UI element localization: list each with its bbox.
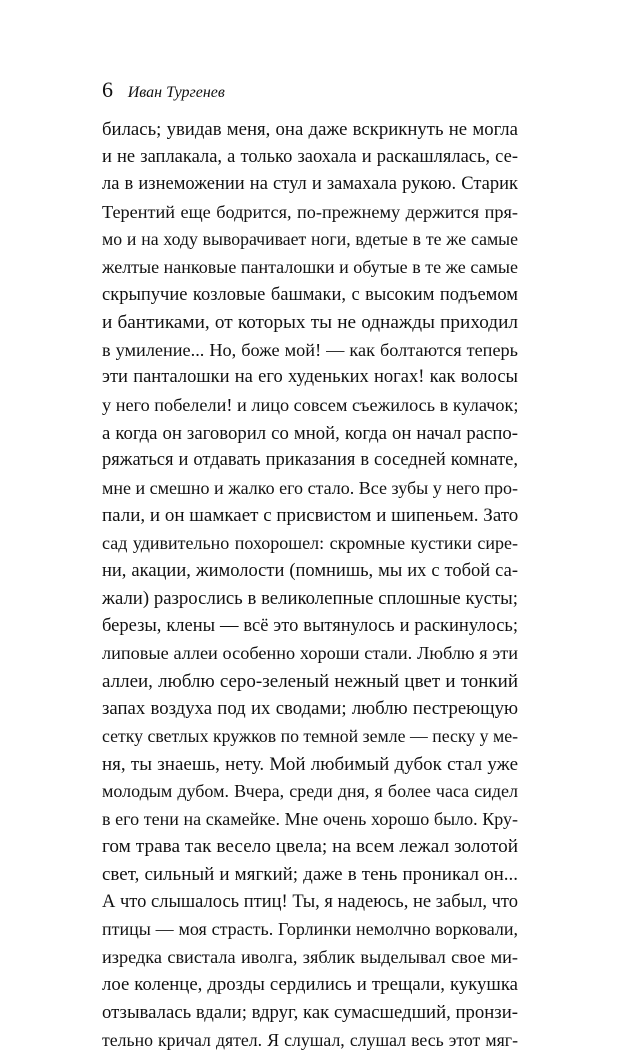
text-line: пали, и он шамкает с присвистом и шипеньем. Зато xyxy=(102,505,519,527)
text-line: и бантиками, от которых ты не однажды приходил xyxy=(102,312,518,334)
text-line: ня, ты знаешь, нету. Мой любимый дубок стал уже xyxy=(102,753,518,775)
text-line: гом трава так весело цвела; на всем лежал золотой xyxy=(102,836,518,858)
text-line: липовые аллеи особенно хороши стали. Люблю я эти xyxy=(102,643,518,664)
text-line: птицы — моя страсть. Горлинки немолчно ворковали, xyxy=(102,919,518,940)
text-line: ла в изнеможении на стул и замахала рукою. Старик xyxy=(102,174,518,195)
text-line: эти панталошки на его худеньких ногах! как волосы xyxy=(102,367,518,388)
text-line: билась; увидав меня, она даже вскрикнуть не могла xyxy=(102,119,518,140)
text-line: молодым дубом. Вчера, среди дня, я более часа сидел xyxy=(102,781,518,802)
text-line: а когда он заговорил со мной, когда он начал распо- xyxy=(102,422,518,444)
text-line: запах воздуха под их сводами; люблю пестреющую xyxy=(102,698,518,720)
text-line: сад удивительно похорошел: скромные кустики сире- xyxy=(102,532,518,553)
text-line: в умиление... Но, боже мой! — как болтаются теперь xyxy=(102,339,518,360)
text-line: желтые нанковые панталошки и обутые в те же самые xyxy=(102,256,518,277)
page-header xyxy=(102,77,225,103)
text-line: ни, акации, жимолости (помнишь, мы их с тобой са- xyxy=(102,560,518,581)
text-line: и не заплакала, а только заохала и раскашлялась, се- xyxy=(102,146,518,167)
text-line: сетку светлых кружков по темной земле — песку у ме- xyxy=(102,726,518,747)
page-number: 6 xyxy=(102,77,113,102)
text-line: у него побелели! и лицо совсем съежилось в кулачок; xyxy=(102,394,519,415)
text-line: березы, клены — всё это вытянулось и раскинулось; xyxy=(102,615,518,636)
text-line: свет, сильный и мягкий; даже в тень проникал он... xyxy=(102,864,518,886)
body-text xyxy=(102,116,518,1054)
text-line: жали) разрослись в великолепные сплошные кусты; xyxy=(102,588,518,610)
text-line: мне и смешно и жалко его стало. Все зубы у него про- xyxy=(102,477,518,498)
text-line: отзывалась вдали; вдруг, как сумасшедший, пронзи- xyxy=(102,1002,518,1023)
text-line: мо и на ходу выворачивает ноги, вдетые в те же самые xyxy=(102,229,518,250)
text-line: тельно кричал дятел. Я слушал, слушал весь этот мяг- xyxy=(102,1029,518,1050)
text-line: аллеи, люблю серо-зеленый нежный цвет и тонкий xyxy=(102,670,518,692)
text-line: Терентий еще бодрится, по-прежнему держится пря- xyxy=(102,201,518,222)
text-line: ряжаться и отдавать приказания в соседней комнате, xyxy=(102,450,518,471)
text-line: в его тени на скамейке. Мне очень хорошо было. Кру- xyxy=(102,808,518,829)
text-line: скрыпучие козловые башмаки, с высоким подъемом xyxy=(102,284,518,305)
running-title: Иван Тургенев xyxy=(127,84,225,101)
text-line: А что слышалось птиц! Ты, я надеюсь, не забыл, что xyxy=(102,891,518,912)
text-line: лое коленце, дрозды сердились и трещали, кукушка xyxy=(102,974,518,996)
text-line: изредка свистала иволга, зяблик выделывал свое ми- xyxy=(102,946,518,967)
